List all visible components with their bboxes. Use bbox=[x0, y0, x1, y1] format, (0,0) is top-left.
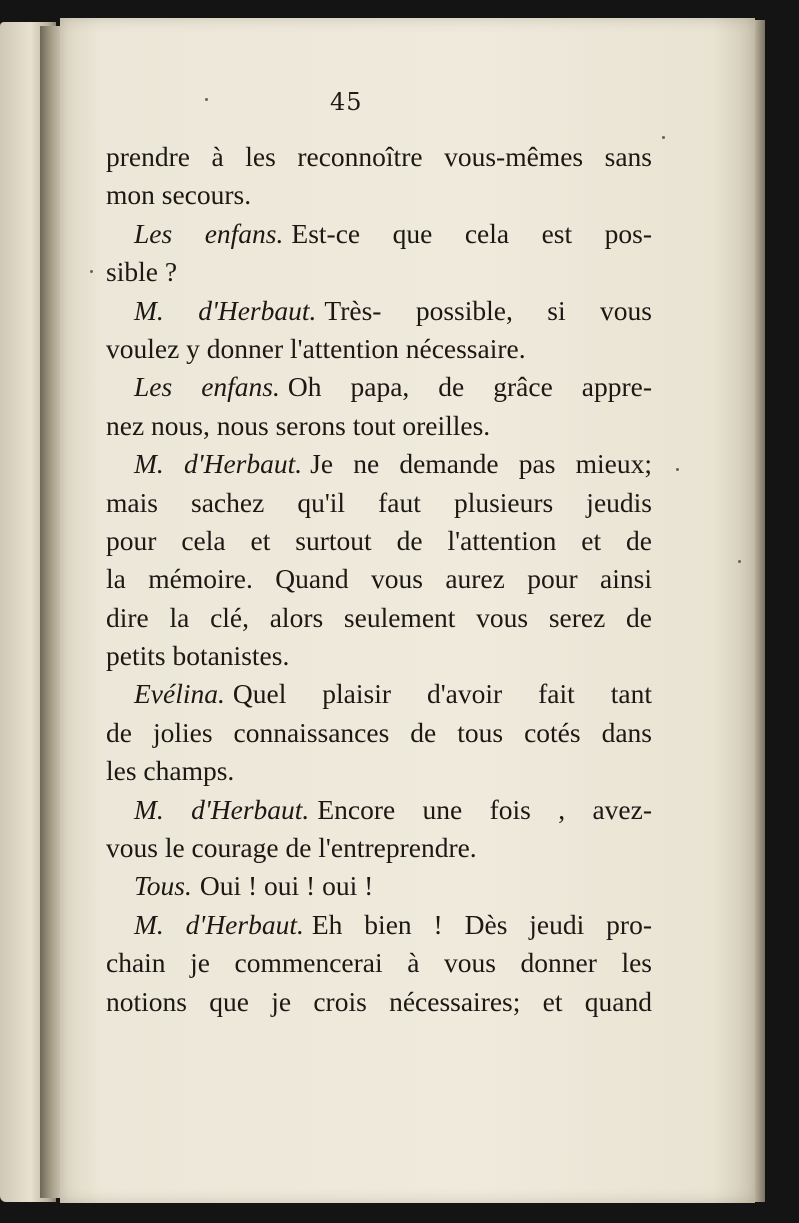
text-line bbox=[106, 138, 652, 176]
line-text: mon secours. bbox=[106, 179, 252, 211]
text-line bbox=[106, 752, 652, 790]
text-line bbox=[106, 637, 652, 675]
line-text: les champs. bbox=[106, 755, 235, 787]
paper-speck bbox=[738, 560, 741, 563]
dialogue-line bbox=[106, 675, 652, 713]
text-line bbox=[106, 829, 652, 867]
text-line bbox=[106, 176, 652, 214]
line-text: Quel plaisir d'avoir fait tant bbox=[232, 678, 652, 710]
speaker-name: Les enfans. bbox=[134, 371, 280, 403]
speaker-name: Tous. bbox=[134, 870, 192, 902]
dialogue-line bbox=[106, 867, 652, 905]
line-text: dire la clé, alors seulement vous serez de bbox=[106, 601, 652, 633]
page-number: 45 bbox=[330, 88, 363, 116]
line-text: Très- possible, si vous bbox=[324, 294, 652, 326]
line-text: prendre à les reconnoître vous-mêmes sans bbox=[106, 141, 652, 172]
line-text: sible ? bbox=[106, 256, 178, 288]
paper-speck bbox=[205, 98, 208, 101]
line-text: petits botanistes. bbox=[106, 640, 290, 672]
line-text: Oh papa, de grâce appre- bbox=[287, 371, 653, 403]
text-line bbox=[106, 714, 652, 752]
line-text: de jolies connaissances de tous cotés dans bbox=[106, 716, 652, 748]
page-text bbox=[106, 138, 652, 1021]
speaker-name: Evélina. bbox=[134, 678, 225, 710]
paper-speck bbox=[676, 468, 679, 471]
dialogue-line bbox=[106, 791, 652, 829]
line-text: Eh bien ! Dès jeudi pro- bbox=[311, 908, 652, 940]
text-line bbox=[106, 560, 652, 598]
speaker-name: Les enfans. bbox=[134, 217, 284, 249]
line-text: mais sachez qu'il faut plusieurs jeudis bbox=[106, 486, 652, 518]
paper-speck bbox=[662, 136, 665, 139]
speaker-name: M. d'Herbaut. bbox=[134, 793, 310, 825]
dialogue-line bbox=[106, 445, 652, 483]
right-page-edge bbox=[755, 20, 765, 1202]
speaker-name: M. d'Herbaut. bbox=[134, 448, 303, 480]
line-text: nez nous, nous serons tout oreilles. bbox=[106, 409, 491, 441]
dialogue-line bbox=[106, 215, 652, 253]
line-text: notions que je crois nécessaires; et quand bbox=[106, 985, 652, 1017]
text-line bbox=[106, 599, 652, 637]
line-text: Oui ! oui ! oui ! bbox=[199, 870, 374, 902]
text-line bbox=[106, 522, 652, 560]
line-text: Encore une fois , avez- bbox=[317, 793, 652, 825]
line-text: voulez y donner l'attention nécessaire. bbox=[106, 332, 526, 364]
paper-speck bbox=[90, 270, 93, 273]
text-line bbox=[106, 484, 652, 522]
dialogue-line bbox=[106, 292, 652, 330]
text-line bbox=[106, 407, 652, 445]
line-text: vous le courage de l'entreprendre. bbox=[106, 832, 477, 864]
text-line bbox=[106, 253, 652, 291]
speaker-name: M. d'Herbaut. bbox=[134, 908, 304, 940]
line-text: Est-ce que cela est pos- bbox=[291, 217, 652, 249]
text-line bbox=[106, 983, 652, 1021]
line-text: pour cela et surtout de l'attention et de bbox=[106, 524, 652, 556]
dialogue-line bbox=[106, 368, 652, 406]
text-line bbox=[106, 944, 652, 982]
line-text: chain je commencerai à vous donner les bbox=[106, 947, 652, 979]
line-text: la mémoire. Quand vous aurez pour ainsi bbox=[106, 563, 652, 595]
text-line bbox=[106, 330, 652, 368]
line-text: Je ne demande pas mieux; bbox=[310, 448, 652, 480]
dialogue-line bbox=[106, 906, 652, 944]
speaker-name: M. d'Herbaut. bbox=[134, 294, 317, 326]
